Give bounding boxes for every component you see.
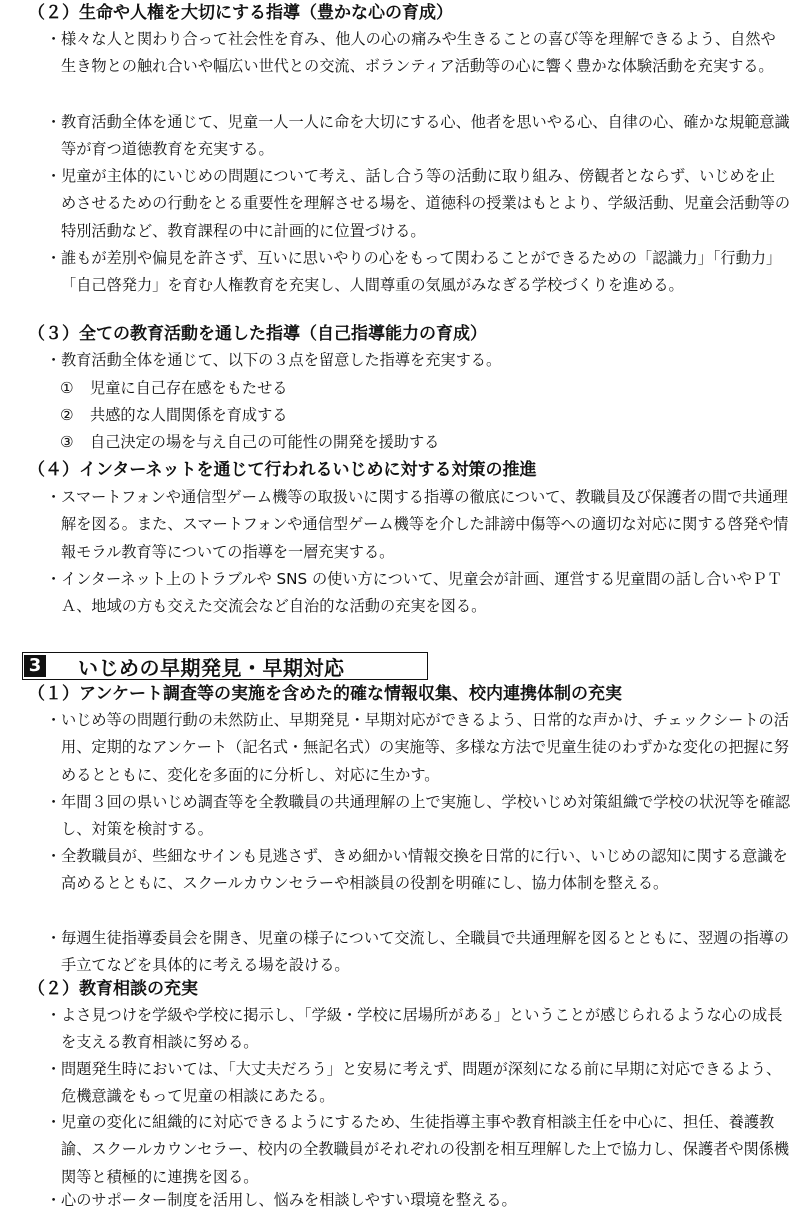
bullet-text: 教育活動全体を通じて、以下の３点を留意した指導を充実する。 xyxy=(61,351,502,369)
bullet-mark: ・ xyxy=(46,711,62,729)
bullet-text: 児童が主体的にいじめの問題について考え、話し合う等の活動に取り組み、傍観者とならず、いじめを止めさせるための行動をとる重要性を理解させる場を、道徳科の授業はもとより、学級活動、児童会活動等の特別活動など、教育課程の中に計画的に位置づける。 xyxy=(61,167,790,240)
bullet-item xyxy=(46,566,790,621)
bullet-item xyxy=(46,707,790,789)
bullet-text: 教育活動全体を通じて、児童一人一人に命を大切にする心、他者を思いやる心、自律の心、確かな規範意識等が育つ道徳教育を充実する。 xyxy=(61,113,790,159)
bullet-mark: ・ xyxy=(46,929,62,947)
item-text: 共感的な人間関係を育成する xyxy=(90,406,288,424)
section-heading: （２）生命や人権を大切にする指導（豊かな心の育成） xyxy=(28,3,453,23)
bullet-item xyxy=(46,245,790,300)
bullet-item xyxy=(46,1056,790,1111)
bullet-mark: ・ xyxy=(46,30,62,48)
section-number: 3 xyxy=(24,655,46,677)
bullet-item xyxy=(46,109,790,164)
bullet-text: 誰もが差別や偏見を許さず、互いに思いやりの心をもって関わることができるための「認識力」「行動力」「自己啓発力」を育む人権教育を充実し、人間尊重の気風がみなぎる学校づくりを進める。 xyxy=(61,249,782,295)
section-heading: （４）インターネットを通じて行われるいじめに対する対策の推進 xyxy=(28,460,537,480)
bullet-mark: ・ xyxy=(46,167,62,185)
bullet-text: いじめ等の問題行動の未然防止、早期発見・早期対応ができるよう、日常的な声かけ、チェックシートの活用、定期的なアンケート（記名式・無記名式）の実施等、多様な方法で児童生徒のわずかな変化の把握に努めるとともに、変化を多面的に分析し、対応に生かす。 xyxy=(61,711,790,784)
bullet-item xyxy=(46,1187,790,1214)
bullet-mark: ・ xyxy=(46,570,62,588)
bullet-item xyxy=(46,163,790,245)
bullet-mark: ・ xyxy=(46,1006,62,1024)
bullet-mark: ・ xyxy=(46,793,62,811)
bullet-item xyxy=(46,26,790,81)
section-title-box xyxy=(22,652,428,680)
section-title: いじめの早期発見・早期対応 xyxy=(78,655,345,680)
bullet-text: 年間３回の県いじめ調査等を全教職員の共通理解の上で実施し、学校いじめ対策組織で学校の状況等を確認し、対策を検討する。 xyxy=(61,793,790,839)
bullet-mark: ・ xyxy=(46,113,62,131)
bullet-item xyxy=(46,484,790,566)
bullet-item xyxy=(46,843,790,898)
item-number: ① xyxy=(60,379,74,397)
section-heading: （３）全ての教育活動を通した指導（自己指導能力の育成） xyxy=(28,324,487,344)
bullet-text: インターネット上のトラブルや SNS の使い方について、児童会が計画、運営する児童間の話し合いやＰＴＡ、地域の方も交えた交流会など自治的な活動の充実を図る。 xyxy=(61,570,783,616)
bullet-mark: ・ xyxy=(46,351,62,369)
bullet-mark: ・ xyxy=(46,847,62,865)
bullet-item xyxy=(46,347,790,374)
bullet-mark: ・ xyxy=(46,1191,62,1209)
item-number: ② xyxy=(60,406,74,424)
bullet-text: よさ見つけを学級や学校に掲示し、「学級・学校に居場所がある」ということが感じられるような心の成長を支える教育相談に努める。 xyxy=(61,1006,783,1052)
numbered-item xyxy=(60,375,287,402)
bullet-text: 問題発生時においては、「大丈夫だろう」と安易に考えず、問題が深刻になる前に早期に対応できるよう、危機意識をもって児童の相談にあたる。 xyxy=(61,1060,782,1106)
numbered-item xyxy=(60,402,287,429)
bullet-text: スマートフォンや通信型ゲーム機等の取扱いに関する指導の徹底について、教職員及び保護者の間で共通理解を図る。また、スマートフォンや通信型ゲーム機等を介した誹謗中傷等への適切な対応に関する啓発や情報モラル教育等についての指導を一層充実する。 xyxy=(61,488,789,561)
item-text: 児童に自己存在感をもたせる xyxy=(90,379,288,397)
bullet-text: 心のサポーター制度を活用し、悩みを相談しやすい環境を整える。 xyxy=(61,1191,517,1209)
bullet-mark: ・ xyxy=(46,1060,62,1078)
bullet-mark: ・ xyxy=(46,488,62,506)
bullet-text: 全教職員が、些細なサインも見逃さず、きめ細かい情報交換を日常的に行い、いじめの認知に関する意識を高めるとともに、スクールカウンセラーや相談員の役割を明確にし、協力体制を整える。 xyxy=(61,847,788,893)
bullet-item xyxy=(46,789,790,844)
bullet-mark: ・ xyxy=(46,1113,62,1131)
section-heading: （２）教育相談の充実 xyxy=(28,979,198,999)
bullet-item xyxy=(46,1109,790,1191)
bullet-mark: ・ xyxy=(46,249,62,267)
bullet-text: 毎週生徒指導委員会を開き、児童の様子について交流し、全職員で共通理解を図るとともに、翌週の指導の手立てなどを具体的に考える場を設ける。 xyxy=(61,929,790,975)
item-number: ③ xyxy=(60,433,74,451)
section-heading: （１）アンケート調査等の実施を含めた的確な情報収集、校内連携体制の充実 xyxy=(28,684,622,704)
bullet-item xyxy=(46,1002,790,1057)
bullet-text: 様々な人と関わり合って社会性を育み、他人の心の痛みや生きることの喜び等を理解できるよう、自然や生き物との触れ合いや幅広い世代との交流、ボランティア活動等の心に響く豊かな体験活動を充実する。 xyxy=(61,30,776,76)
item-text: 自己決定の場を与え自己の可能性の開発を援助する xyxy=(90,433,440,451)
bullet-item xyxy=(46,925,790,980)
bullet-text: 児童の変化に組織的に対応できるようにするため、生徒指導主事や教育相談主任を中心に、担任、養護教諭、スクールカウンセラー、校内の全教職員がそれぞれの役割を相互理解した上で協力し、保護者や関係機関等と積極的に連携を図る。 xyxy=(61,1113,790,1186)
numbered-item xyxy=(60,429,439,456)
